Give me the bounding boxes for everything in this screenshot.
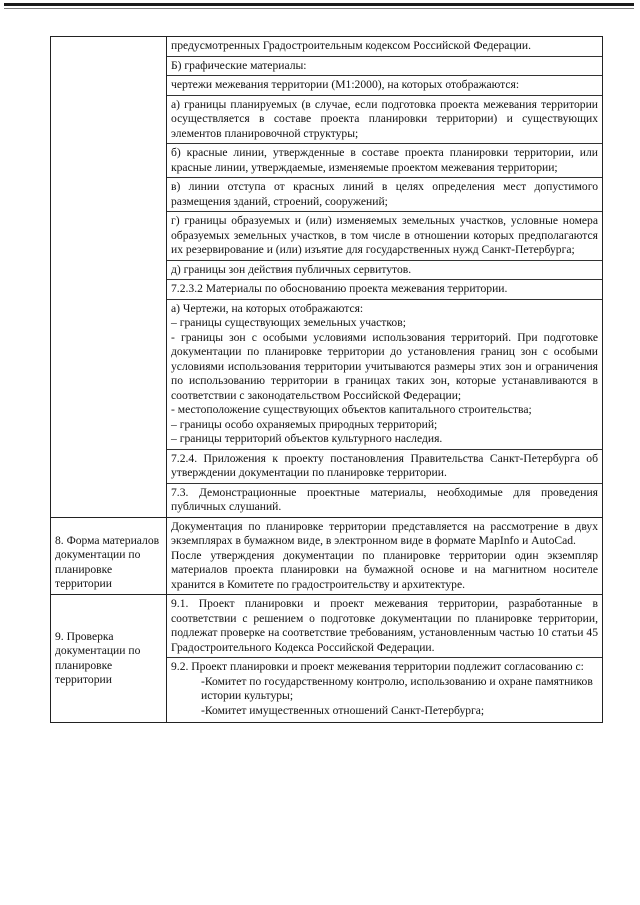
document-table — [50, 36, 603, 723]
row1-right-cell — [167, 37, 603, 518]
paragraph: г) границы образуемых и (или) изменяемых земельных участков, условные номера образуемых земельных участков, в том числе в отношении которых предполагаются их резервирование и (или) изъятие для государственных нужд Санкт-Петербурга; — [167, 211, 602, 258]
top-border-thin-line — [4, 8, 634, 9]
list-item: -Комитет имущественных отношений Санкт-Петербурга; — [201, 703, 485, 717]
row3-right-cell — [167, 595, 603, 723]
paragraph: а) границы планируемых (в случае, если подготовка проекта межевания территории осуществляется в составе проекта планировки территории) и существующих элементов планировочной структуры; — [167, 95, 602, 142]
table-row-3 — [51, 595, 603, 723]
list-item: -Комитет по государственному контролю, использованию и охране памятников истории культуры; — [201, 674, 593, 702]
table-row-2 — [51, 517, 603, 595]
paragraph: а) Чертежи, на которых отображаются: – границы существующих земельных участков; - границы зон с особыми условиями использования территорий. При подготовке документации по планировке территории до установления границ зон с особыми условиями использования территории учитываются размеры этих зон и ограничения по использованию территории в границах таких зон, которые устанавливаются в соответствии с законодательством Российской Федерации; - местоположение существующих объектов капитального строительства; – границы особо охраняемых природных территорий; – границы территорий объектов культурного наследия. — [167, 299, 602, 447]
paragraph: Документация по планировке территории представляется на рассмотрение в двух экземплярах в бумажном виде, в электронном виде в формате MapInfo и AutoCad. После утверждения документации по планировке территории один экземпляр материалов проекта планировки на бумажной основе и на магнитном носителе хранится в Комитете по градостроительству и архитектуре. — [171, 519, 598, 591]
row2-right-cell — [167, 517, 603, 595]
paragraph: чертежи межевания территории (М1:2000), на которых отображаются: — [167, 75, 602, 93]
paragraph: 9.1. Проект планировки и проект межевания территории, разработанные в соответствии с решением о подготовке документации по планировке территории, подлежат проверке на соответствие требованиям, установленным частью 10 статьи 45 Градостроительного Кодекса Российской Федерации. — [171, 597, 598, 654]
top-border-line — [4, 3, 634, 6]
paragraph: Б) графические материалы: — [167, 56, 602, 74]
table-row-1 — [51, 37, 603, 518]
row2-label: 8. Форма материалов документации по планировке территории — [55, 533, 160, 590]
row3-label: 9. Проверка документации по планировке территории — [55, 629, 141, 686]
row3-left-cell — [51, 595, 167, 723]
paragraph: 9.2. Проект планировки и проект межевания территории подлежит согласованию с: — [167, 657, 602, 675]
paragraph: б) красные линии, утвержденные в составе проекта планировки территории, или красные линии, утверждаемые, изменяемые проектом межевания территории; — [167, 143, 602, 175]
paragraph: в) линии отступа от красных линий в целях определения мест допустимого размещения зданий, строений, сооружений; — [167, 177, 602, 209]
row2-left-cell — [51, 517, 167, 595]
row1-left-cell — [51, 37, 167, 518]
paragraph: 7.2.4. Приложения к проекту постановления Правительства Санкт-Петербурга об утверждении документации по планировке территории. — [167, 449, 602, 481]
paragraph: д) границы зон действия публичных сервитутов. — [167, 260, 602, 278]
paragraph: предусмотренных Градостроительным кодексом Российской Федерации. — [171, 39, 531, 52]
paragraph: 7.2.3.2 Материалы по обоснованию проекта межевания территории. — [167, 279, 602, 297]
paragraph: 7.3. Демонстрационные проектные материалы, необходимые для проведения публичных слушаний. — [167, 483, 602, 517]
